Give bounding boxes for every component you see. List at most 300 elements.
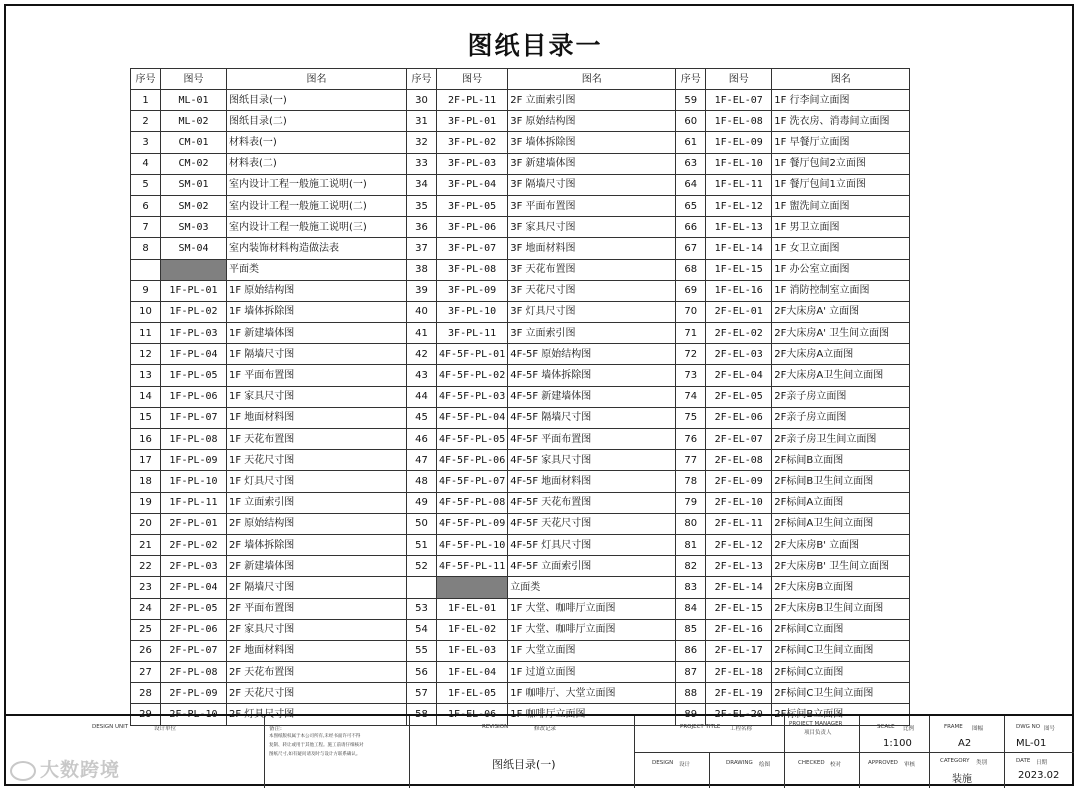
cell-name: 1F 新建墙体图	[227, 323, 407, 344]
project-manager-cn: 项目负责人	[804, 730, 832, 736]
cell-code: 2F-PL-03	[161, 556, 227, 577]
date-value: 2023.02	[1018, 770, 1060, 781]
cell-code: 1F-EL-04	[437, 662, 508, 683]
cell-name: 2F 天花布置图	[227, 662, 407, 683]
cell-section-label: 立面类	[508, 577, 676, 598]
cell-seq: 89	[676, 704, 706, 725]
cell-seq: 12	[131, 344, 161, 365]
cell-name: 4F-5F 平面布置图	[508, 429, 676, 450]
table-row	[131, 174, 910, 195]
cell-seq: 3	[131, 132, 161, 153]
table-row	[131, 450, 910, 471]
cell-name: 1F 隔墙尺寸图	[227, 344, 407, 365]
cell-code: 2F-EL-01	[706, 301, 772, 322]
table-row	[131, 365, 910, 386]
cell-code: 2F-EL-17	[706, 640, 772, 661]
drawing-label: DRAWING	[726, 760, 753, 766]
cell-code: 2F-EL-12	[706, 534, 772, 555]
cell-seq: 36	[407, 217, 437, 238]
cell-seq: 48	[407, 471, 437, 492]
cell-seq: 55	[407, 640, 437, 661]
table-row	[131, 323, 910, 344]
cell-code: 2F-PL-01	[161, 513, 227, 534]
cell-code: 2F-PL-05	[161, 598, 227, 619]
cell-name: 1F 地面材料图	[227, 407, 407, 428]
cell-seq: 6	[131, 195, 161, 216]
category-value: 装施	[952, 774, 972, 785]
cell-code: 2F-PL-07	[161, 640, 227, 661]
cell-code: 2F-EL-06	[706, 407, 772, 428]
cell-seq: 42	[407, 344, 437, 365]
cell-code: SM-01	[161, 174, 227, 195]
cell-seq: 88	[676, 683, 706, 704]
cell-name: 2F标间B立面图	[772, 704, 910, 725]
cell-seq: 19	[131, 492, 161, 513]
cell-name: 3F 平面布置图	[508, 195, 676, 216]
cell-seq: 44	[407, 386, 437, 407]
cell-code: 1F-EL-16	[706, 280, 772, 301]
cell-name: 4F-5F 隔墙尺寸图	[508, 407, 676, 428]
scale-value: 1:100	[883, 738, 912, 749]
cell-seq: 14	[131, 386, 161, 407]
cell-name: 2F标间C卫生间立面图	[772, 640, 910, 661]
table-row	[131, 492, 910, 513]
header-seq: 序号	[131, 69, 161, 90]
cell-section-marker	[437, 577, 508, 598]
cell-name: 2F 立面索引图	[508, 90, 676, 111]
cell-code: 2F-PL-04	[161, 577, 227, 598]
cell-name: 3F 新建墙体图	[508, 153, 676, 174]
dwg-no-value: ML-01	[1016, 738, 1047, 749]
cell-seq: 87	[676, 662, 706, 683]
cell-code: SM-02	[161, 195, 227, 216]
cell-name: 1F 大堂、咖啡厅立面图	[508, 619, 676, 640]
cell-code: 4F-5F-PL-11	[437, 556, 508, 577]
table-row	[131, 111, 910, 132]
cell-seq: 71	[676, 323, 706, 344]
cell-seq: 66	[676, 217, 706, 238]
cell-name: 1F 咖啡厅、大堂立面图	[508, 683, 676, 704]
project-manager-label: PROJECT MANAGER	[789, 721, 843, 727]
cell-name: 1F 男卫立面图	[772, 217, 910, 238]
cell-code: 1F-EL-06	[437, 704, 508, 725]
cell-code: 1F-PL-01	[161, 280, 227, 301]
cell-code: 2F-EL-02	[706, 323, 772, 344]
cell-name: 材料表(二)	[227, 153, 407, 174]
cell-seq: 82	[676, 556, 706, 577]
table-row	[131, 513, 910, 534]
cell-name: 3F 原始结构图	[508, 111, 676, 132]
cell-seq: 54	[407, 619, 437, 640]
table-row	[131, 217, 910, 238]
cell-name: 1F 咖啡厅立面图	[508, 704, 676, 725]
table-row	[131, 90, 910, 111]
cell-seq: 38	[407, 259, 437, 280]
cell-name: 室内装饰材料构造做法表	[227, 238, 407, 259]
cell-seq: 10	[131, 301, 161, 322]
table-row	[131, 344, 910, 365]
header-name: 图名	[508, 69, 676, 90]
frame-label: FRAME	[944, 724, 963, 730]
cell-name: 2F大床房A立面图	[772, 344, 910, 365]
cell-name: 2F标间C立面图	[772, 619, 910, 640]
cell-seq: 65	[676, 195, 706, 216]
cell-name: 2F 天花尺寸图	[227, 683, 407, 704]
table-header-row	[131, 69, 910, 90]
cell-seq: 8	[131, 238, 161, 259]
cell-name: 4F-5F 天花布置图	[508, 492, 676, 513]
cell-name: 2F亲子房立面图	[772, 386, 910, 407]
table-row	[131, 259, 910, 280]
cell-seq: 84	[676, 598, 706, 619]
cell-section-label: 平面类	[227, 259, 407, 280]
cell-name: 3F 天花尺寸图	[508, 280, 676, 301]
cell-name: 1F 家具尺寸图	[227, 386, 407, 407]
cell-seq: 49	[407, 492, 437, 513]
cell-seq: 78	[676, 471, 706, 492]
cell-seq: 51	[407, 534, 437, 555]
cell-name: 2F 地面材料图	[227, 640, 407, 661]
drawing-name: 图纸目录(一)	[492, 758, 556, 771]
cell-seq: 24	[131, 598, 161, 619]
cell-name: 2F大床房A卫生间立面图	[772, 365, 910, 386]
cell-name: 1F 早餐厅立面图	[772, 132, 910, 153]
cell-code: 1F-PL-03	[161, 323, 227, 344]
table-body	[131, 90, 910, 726]
cell-name: 2F大床房B' 卫生间立面图	[772, 556, 910, 577]
cell-code: 1F-EL-10	[706, 153, 772, 174]
cell-seq: 72	[676, 344, 706, 365]
cell-name: 2F大床房B立面图	[772, 577, 910, 598]
cell-name: 2F 家具尺寸图	[227, 619, 407, 640]
cell-name: 2F大床房B卫生间立面图	[772, 598, 910, 619]
cell-code: 1F-PL-05	[161, 365, 227, 386]
cell-seq: 47	[407, 450, 437, 471]
table-row	[131, 195, 910, 216]
cell-seq: 64	[676, 174, 706, 195]
cell-code: 1F-EL-11	[706, 174, 772, 195]
dwg-no-cn: 图号	[1044, 726, 1056, 732]
cell-name: 2F 隔墙尺寸图	[227, 577, 407, 598]
cell-seq: 75	[676, 407, 706, 428]
cell-seq: 13	[131, 365, 161, 386]
cell-code: 2F-EL-18	[706, 662, 772, 683]
cell-seq: 50	[407, 513, 437, 534]
cell-seq: 23	[131, 577, 161, 598]
cell-code: 4F-5F-PL-07	[437, 471, 508, 492]
cell-code: 2F-EL-09	[706, 471, 772, 492]
table-row	[131, 640, 910, 661]
cell-name: 2F亲子房卫生间立面图	[772, 429, 910, 450]
cell-name: 3F 隔墙尺寸图	[508, 174, 676, 195]
cell-seq: 79	[676, 492, 706, 513]
cell-name: 4F-5F 地面材料图	[508, 471, 676, 492]
cell-code: CM-02	[161, 153, 227, 174]
cell-seq: 40	[407, 301, 437, 322]
table-row	[131, 280, 910, 301]
cell-code: 2F-PL-09	[161, 683, 227, 704]
cell-code: 2F-EL-11	[706, 513, 772, 534]
watermark-logo-icon	[10, 761, 36, 781]
cell-code: 1F-PL-06	[161, 386, 227, 407]
cell-code: 2F-PL-11	[437, 90, 508, 111]
cell-seq: 69	[676, 280, 706, 301]
cell-name: 2F大床房B' 立面图	[772, 534, 910, 555]
cell-seq: 83	[676, 577, 706, 598]
approved-label: APPROVED	[868, 760, 898, 766]
table-row	[131, 429, 910, 450]
cell-code: 2F-EL-03	[706, 344, 772, 365]
cell-code: 1F-EL-13	[706, 217, 772, 238]
cell-code: 2F-EL-10	[706, 492, 772, 513]
cell-code: 2F-EL-14	[706, 577, 772, 598]
cell-seq: 32	[407, 132, 437, 153]
header-seq: 序号	[407, 69, 437, 90]
cell-name: 1F 消防控制室立面图	[772, 280, 910, 301]
cell-name: 2F大床房A' 卫生间立面图	[772, 323, 910, 344]
header-code: 图号	[706, 69, 772, 90]
checked-cn: 校对	[830, 762, 842, 768]
cell-seq: 68	[676, 259, 706, 280]
cell-code: ML-01	[161, 90, 227, 111]
cell-seq: 57	[407, 683, 437, 704]
cell-code: SM-03	[161, 217, 227, 238]
cell-code: 1F-EL-15	[706, 259, 772, 280]
cell-seq: 15	[131, 407, 161, 428]
cell-seq: 7	[131, 217, 161, 238]
cell-code: 2F-EL-16	[706, 619, 772, 640]
table-row	[131, 619, 910, 640]
cell-name: 室内设计工程一般施工说明(一)	[227, 174, 407, 195]
watermark-text: 大数跨境	[40, 759, 121, 781]
cell-code: 3F-PL-11	[437, 323, 508, 344]
cell-name: 2F标间B立面图	[772, 450, 910, 471]
cell-name: 2F标间A立面图	[772, 492, 910, 513]
cell-code: 2F-PL-10	[161, 704, 227, 725]
cell-name: 1F 灯具尺寸图	[227, 471, 407, 492]
cell-seq: 30	[407, 90, 437, 111]
cell-seq: 9	[131, 280, 161, 301]
cell-code: 2F-PL-06	[161, 619, 227, 640]
cell-code: 4F-5F-PL-04	[437, 407, 508, 428]
cell-name: 2F大床房A' 立面图	[772, 301, 910, 322]
cell-code: 1F-PL-10	[161, 471, 227, 492]
cell-name: 1F 办公室立面图	[772, 259, 910, 280]
table-row	[131, 662, 910, 683]
cell-code: 1F-EL-03	[437, 640, 508, 661]
cell-seq: 77	[676, 450, 706, 471]
cell-name: 1F 过道立面图	[508, 662, 676, 683]
cell-code: 1F-EL-07	[706, 90, 772, 111]
cell-code: 3F-PL-03	[437, 153, 508, 174]
cell-code: 2F-PL-02	[161, 534, 227, 555]
scale-cn: 比例	[903, 726, 915, 732]
cell-name: 3F 墙体拆除图	[508, 132, 676, 153]
cell-seq: 20	[131, 513, 161, 534]
cell-name: 2F标间C卫生间立面图	[772, 683, 910, 704]
table-row	[131, 386, 910, 407]
header-name: 图名	[772, 69, 910, 90]
header-code: 图号	[161, 69, 227, 90]
cell-name: 2F标间B卫生间立面图	[772, 471, 910, 492]
cell-code: 1F-EL-02	[437, 619, 508, 640]
cell-code: 1F-PL-04	[161, 344, 227, 365]
cell-seq: 25	[131, 619, 161, 640]
cell-code: 2F-EL-20	[706, 704, 772, 725]
cell-name: 4F-5F 灯具尺寸图	[508, 534, 676, 555]
cell-name: 1F 女卫立面图	[772, 238, 910, 259]
project-title-label: PROJECT TITLE	[680, 724, 721, 730]
cell-seq: 5	[131, 174, 161, 195]
approved-cn: 审核	[904, 762, 916, 768]
cell-name: 1F 墙体拆除图	[227, 301, 407, 322]
cell-code: 4F-5F-PL-03	[437, 386, 508, 407]
cell-section-marker	[161, 259, 227, 280]
cell-name: 1F 餐厅包间2立面图	[772, 153, 910, 174]
drawing-catalog-table	[130, 68, 910, 726]
notes-label: 备注:	[269, 726, 282, 732]
cell-name: 4F-5F 立面索引图	[508, 556, 676, 577]
cell-name: 2F 灯具尺寸图	[227, 704, 407, 725]
cell-name: 2F标间A卫生间立面图	[772, 513, 910, 534]
drawing-cn: 绘图	[759, 762, 771, 768]
cell-code: 2F-PL-08	[161, 662, 227, 683]
cell-seq: 22	[131, 556, 161, 577]
cell-seq: 56	[407, 662, 437, 683]
cell-code: 1F-PL-08	[161, 429, 227, 450]
frame-value: A2	[958, 738, 972, 749]
watermark	[10, 755, 120, 782]
category-cn: 类别	[976, 760, 988, 766]
cell-name: 2F 墙体拆除图	[227, 534, 407, 555]
cell-seq: 35	[407, 195, 437, 216]
table-row	[131, 471, 910, 492]
cell-seq: 16	[131, 429, 161, 450]
cell-name: 1F 天花尺寸图	[227, 450, 407, 471]
header-code: 图号	[437, 69, 508, 90]
cell-code: 4F-5F-PL-09	[437, 513, 508, 534]
cell-code: 2F-EL-19	[706, 683, 772, 704]
header-seq: 序号	[676, 69, 706, 90]
cell-name: 3F 家具尺寸图	[508, 217, 676, 238]
date-label: DATE	[1016, 758, 1031, 764]
cell-name: 3F 立面索引图	[508, 323, 676, 344]
cell-name: 1F 餐厅包间1立面图	[772, 174, 910, 195]
cell-name: 2F 平面布置图	[227, 598, 407, 619]
cell-seq: 70	[676, 301, 706, 322]
cell-code: 1F-PL-07	[161, 407, 227, 428]
project-title-cn: 工程名称	[730, 726, 753, 732]
cell-code: 1F-EL-14	[706, 238, 772, 259]
cell-seq: 52	[407, 556, 437, 577]
cell-seq: 60	[676, 111, 706, 132]
cell-seq: 53	[407, 598, 437, 619]
cell-name: 4F-5F 墙体拆除图	[508, 365, 676, 386]
cell-code: 3F-PL-08	[437, 259, 508, 280]
cell-code: 2F-EL-08	[706, 450, 772, 471]
cell-seq: 46	[407, 429, 437, 450]
date-cn: 日期	[1036, 760, 1048, 766]
cell-seq: 37	[407, 238, 437, 259]
cell-seq: 34	[407, 174, 437, 195]
cell-name: 材料表(一)	[227, 132, 407, 153]
cell-seq: 21	[131, 534, 161, 555]
cell-code: 1F-PL-11	[161, 492, 227, 513]
cell-name: 1F 盥洗间立面图	[772, 195, 910, 216]
cell-name: 2F亲子房立面图	[772, 407, 910, 428]
cell-code: 4F-5F-PL-08	[437, 492, 508, 513]
cell-name: 2F标间C立面图	[772, 662, 910, 683]
cell-seq: 81	[676, 534, 706, 555]
cell-name: 1F 原始结构图	[227, 280, 407, 301]
table-row	[131, 301, 910, 322]
cell-code: 1F-EL-05	[437, 683, 508, 704]
table-row	[131, 238, 910, 259]
cell-seq: 11	[131, 323, 161, 344]
cell-seq: 2	[131, 111, 161, 132]
revision-label: REVISION	[482, 724, 509, 730]
cell-code: 3F-PL-05	[437, 195, 508, 216]
cell-name: 3F 地面材料图	[508, 238, 676, 259]
cell-name: 2F 新建墙体图	[227, 556, 407, 577]
cell-code: ML-02	[161, 111, 227, 132]
cell-seq: 58	[407, 704, 437, 725]
cell-seq: 59	[676, 90, 706, 111]
cell-seq: 27	[131, 662, 161, 683]
cell-name: 1F 大堂立面图	[508, 640, 676, 661]
cell-code: 2F-EL-07	[706, 429, 772, 450]
cell-name: 4F-5F 原始结构图	[508, 344, 676, 365]
cell-name: 4F-5F 家具尺寸图	[508, 450, 676, 471]
cell-code: CM-01	[161, 132, 227, 153]
revision-cn: 修改记录	[534, 726, 557, 732]
cell-seq: 18	[131, 471, 161, 492]
cell-code: SM-04	[161, 238, 227, 259]
table-row	[131, 534, 910, 555]
cell-name: 2F 原始结构图	[227, 513, 407, 534]
scale-label: SCALE	[877, 724, 895, 730]
cell-code: 1F-PL-02	[161, 301, 227, 322]
cell-seq: 85	[676, 619, 706, 640]
cell-code: 2F-EL-05	[706, 386, 772, 407]
title-block	[4, 714, 1074, 788]
dwg-no-label: DWG NO	[1016, 724, 1041, 730]
cell-name: 3F 灯具尺寸图	[508, 301, 676, 322]
design-label: DESIGN	[652, 760, 674, 766]
cell-name: 3F 天花布置图	[508, 259, 676, 280]
cell-seq: 67	[676, 238, 706, 259]
cell-seq	[131, 259, 161, 280]
cell-seq: 33	[407, 153, 437, 174]
cell-code: 4F-5F-PL-10	[437, 534, 508, 555]
cell-seq: 41	[407, 323, 437, 344]
cell-code: 3F-PL-10	[437, 301, 508, 322]
cell-seq: 28	[131, 683, 161, 704]
cell-seq: 63	[676, 153, 706, 174]
header-name: 图名	[227, 69, 407, 90]
design-cn: 设计	[679, 762, 691, 768]
cell-name: 4F-5F 天花尺寸图	[508, 513, 676, 534]
cell-name: 1F 大堂、咖啡厅立面图	[508, 598, 676, 619]
table-row	[131, 132, 910, 153]
cell-code: 1F-EL-01	[437, 598, 508, 619]
cell-seq: 80	[676, 513, 706, 534]
cell-code: 1F-EL-08	[706, 111, 772, 132]
table-row	[131, 153, 910, 174]
notes-text: 本图纸版权属于本公司所有,未经书面许可不得复制、转让或用于其他工程。施工前请仔细核对图纸尺寸,如有疑问请及时与设计方联系确认。	[269, 734, 364, 757]
cell-seq: 29	[131, 704, 161, 725]
cell-seq	[407, 577, 437, 598]
